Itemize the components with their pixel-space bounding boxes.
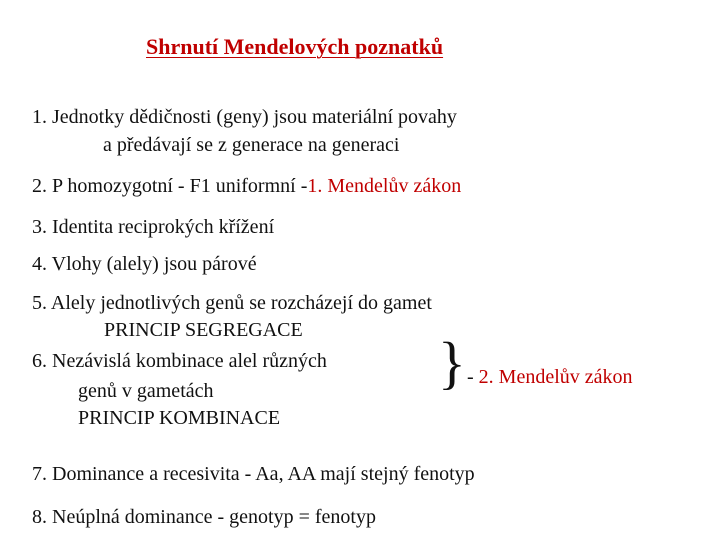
page-title: Shrnutí Mendelových poznatků [146, 34, 444, 59]
second-mendel-law: 2. Mendelův zákon [478, 366, 633, 388]
item-1-line-2: a předávají se z generace na generaci [103, 134, 400, 156]
brace-annotation [467, 365, 633, 389]
item-2-text: 2. P homozygotní - F1 uniformní - [32, 175, 308, 197]
item-6-line-1: 6. Nezávislá kombinace alel různých [32, 350, 327, 372]
item-8: 8. Neúplná dominance - genotyp = fenotyp [32, 506, 376, 528]
item-4: 4. Vlohy (alely) jsou párové [32, 253, 257, 275]
item-7: 7. Dominance a recesivita - Aa, AA mají stejný fenotyp [32, 463, 475, 485]
first-mendel-law: 1. Mendelův zákon [307, 175, 462, 197]
item-2 [32, 174, 461, 198]
item-5-line-1: 5. Alely jednotlivých genů se rozcházejí do gamet [32, 292, 432, 314]
curly-brace: } [438, 330, 466, 395]
item-3: 3. Identita reciprokých křížení [32, 216, 275, 238]
item-6-line-3: PRINCIP KOMBINACE [78, 407, 281, 429]
item-5-line-2: PRINCIP SEGREGACE [104, 319, 303, 341]
item-6-line-2: genů v gametách [78, 380, 214, 402]
item-1-line-1: 1. Jednotky dědičnosti (geny) jsou materiální povahy [32, 106, 457, 128]
brace-dash: - [467, 366, 479, 388]
